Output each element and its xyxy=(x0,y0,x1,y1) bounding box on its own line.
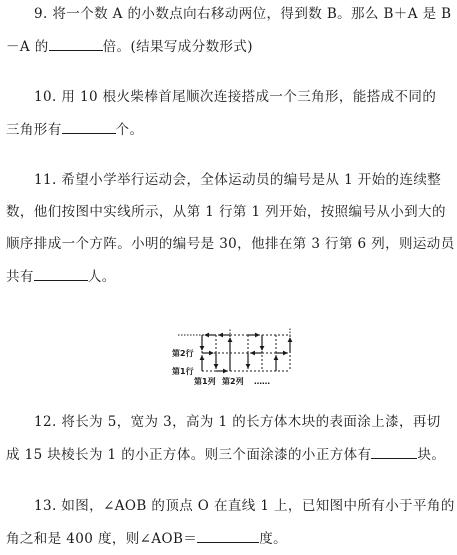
problem-11-text-1: 希望小学举行运动会，全体运动员的编号是从 1 开始的连续整 xyxy=(61,172,442,188)
col-2-label: 第2列 xyxy=(222,377,244,386)
problem-9-text-1: 将一个数 A 的小数点向右移动两位，得到数 B。那么 B＋A 是 B xyxy=(52,6,452,22)
problem-11-text-3: 顺序排成一个方阵。小明的编号是 30，他排在第 3 行第 6 列，则运动员 xyxy=(6,236,455,252)
problem-11-text-2: 数，他们按图中实线所示，从第 1 行第 1 列开始，按照编号从小到大的 xyxy=(6,204,446,220)
problem-13-line-1 xyxy=(34,496,455,516)
problem-11-line-1 xyxy=(34,170,441,190)
problem-9-line-2 xyxy=(6,36,253,57)
problem-12-text-2b: 块。 xyxy=(417,447,446,463)
problem-12-line-2 xyxy=(6,444,445,465)
problem-10-number: 10. xyxy=(34,89,57,105)
problem-12-text-1: 将长为 5，宽为 3，高为 1 的长方体木块的表面涂上漆，再切 xyxy=(61,414,441,430)
problem-12-text-2a: 成 15 块棱长为 1 的小正方体。则三个面涂漆的小正方体有 xyxy=(6,447,372,463)
problem-11-line-3 xyxy=(6,234,455,254)
problem-11-text-4a: 共有 xyxy=(6,269,34,285)
problem-10-line-1 xyxy=(34,87,436,107)
problem-13-text-2b: 度。 xyxy=(259,531,288,547)
problem-10-text-2a: 三角形有 xyxy=(6,122,62,138)
problem-9-text-2b: 倍。(结果写成分数形式) xyxy=(102,39,253,55)
problem-10-answer-blank[interactable] xyxy=(62,119,116,134)
problem-11-text-4b: 人。 xyxy=(87,269,116,285)
problem-12-number: 12. xyxy=(34,414,57,430)
problem-9-number: 9. xyxy=(34,6,48,22)
problem-9-text-2a: －A 的 xyxy=(6,39,49,55)
row-2-label: 第2行 xyxy=(172,349,194,358)
problem-12-answer-blank[interactable] xyxy=(371,444,417,459)
problem-11-number: 11. xyxy=(34,172,57,188)
problem-9-line-1 xyxy=(34,4,452,24)
arrangement-figure xyxy=(172,326,298,386)
problem-10-text-1: 用 10 根火柴棒首尾顺次连接搭成一个三角形，能搭成不同的 xyxy=(61,89,437,105)
col-1-label: 第1列 xyxy=(194,377,216,386)
problem-13-line-2 xyxy=(6,528,287,549)
problem-12-line-1 xyxy=(34,412,441,432)
col-dots: …… xyxy=(254,377,270,386)
problem-13-text-2a: 角之和是 400 度，则∠AOB＝ xyxy=(6,531,198,547)
problem-13-answer-blank[interactable] xyxy=(197,528,259,543)
problem-11-line-2 xyxy=(6,202,446,222)
problem-9-answer-blank[interactable] xyxy=(49,36,103,51)
problem-13-number: 13. xyxy=(34,498,57,514)
problem-11-line-4 xyxy=(6,266,116,287)
problem-10-line-2 xyxy=(6,119,143,140)
problem-11-answer-blank[interactable] xyxy=(34,266,88,281)
problem-13-text-1: 如图，∠AOB 的顶点 O 在直线 1 上，已知图中所有小于平角的 xyxy=(61,498,455,514)
row-1-label: 第1行 xyxy=(172,367,194,376)
problem-10-text-2b: 个。 xyxy=(115,122,144,138)
